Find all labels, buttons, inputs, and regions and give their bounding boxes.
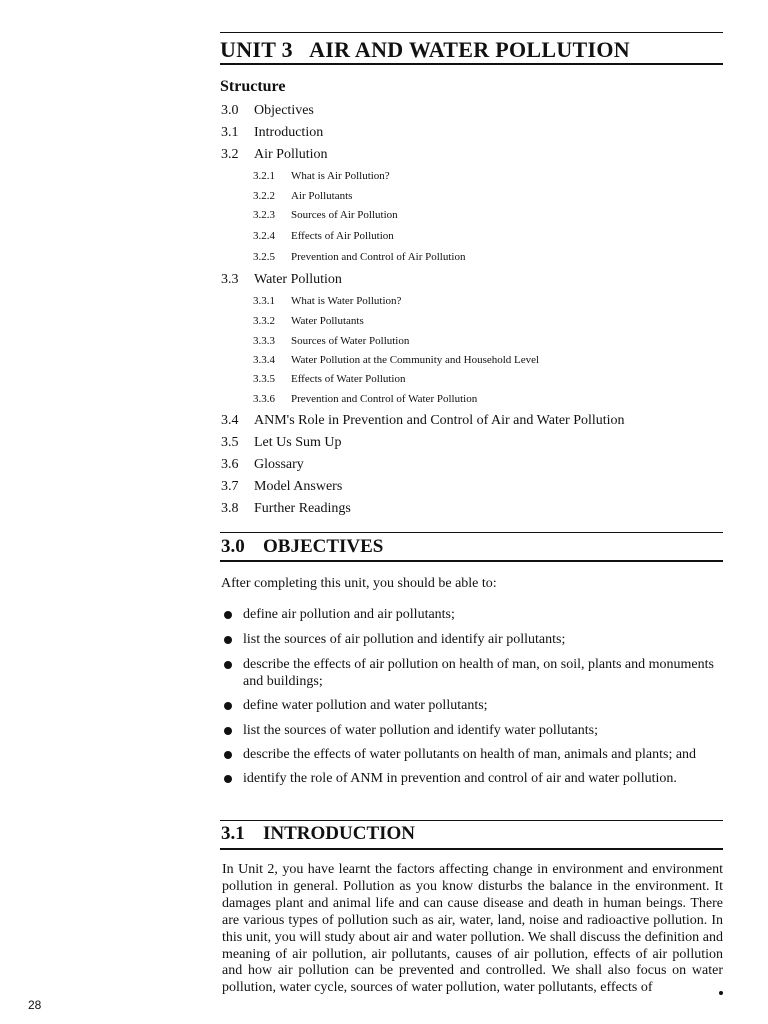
objectives-rule-top [220, 532, 723, 533]
toc-subitem: 3.3.6 Prevention and Control of Water Pollution [253, 393, 478, 405]
objectives-heading: 3.0 OBJECTIVES [221, 536, 384, 557]
objective-bullet: list the sources of air pollution and identify air pollutants; [221, 631, 723, 648]
bullet-icon [224, 727, 232, 735]
toc-item: 3.4 ANM's Role in Prevention and Control of Air and Water Pollution [221, 413, 625, 428]
introduction-rule-top [220, 820, 723, 821]
objective-bullet: list the sources of water pollution and identify water pollutants; [221, 722, 723, 739]
header-rule-bottom [220, 63, 723, 65]
toc-item: 3.1 Introduction [221, 125, 324, 140]
toc-subitem: 3.2.4 Effects of Air Pollution [253, 230, 394, 242]
toc-item: 3.5 Let Us Sum Up [221, 435, 342, 450]
toc-item: 3.0 Objectives [221, 103, 314, 118]
toc-subitem: 3.2.3 Sources of Air Pollution [253, 209, 398, 221]
toc-item: 3.8 Further Readings [221, 501, 351, 516]
toc-item: 3.7 Model Answers [221, 479, 343, 494]
scan-mark [719, 991, 723, 995]
introduction-paragraph: In Unit 2, you have learnt the factors affecting change in environment and environment pollution in general. Pollution as you know disturbs the balance in the environment. It damages plant and animal life and can cause disease and death in human beings. There are various types of pollution such as air, water, land, noise and radioactive pollution. In this unit, you will study about air and water pollution. We shall discuss the definition and meaning of air pollution, air pollutants, causes of air pollution, effects of air pollution and how air pollution can be prevented and controlled. We shall also focus on water pollution, water cycle, sources of water pollution, water pollutants, effects of [222, 862, 723, 996]
objectives-rule-bottom [220, 560, 723, 562]
bullet-icon [224, 775, 232, 783]
bullet-icon [224, 702, 232, 710]
toc-subitem: 3.3.2 Water Pollutants [253, 315, 364, 327]
toc-subitem: 3.2.5 Prevention and Control of Air Pollution [253, 251, 466, 263]
bullet-icon [224, 611, 232, 619]
toc-item: 3.2 Air Pollution [221, 147, 328, 162]
bullet-icon [224, 751, 232, 759]
bullet-icon [224, 636, 232, 644]
structure-heading: Structure [220, 78, 286, 95]
introduction-rule-bottom [220, 848, 723, 850]
objective-bullet: describe the effects of water pollutants on health of man, animals and plants; and [221, 746, 723, 763]
objective-bullet: define air pollution and air pollutants; [221, 606, 723, 623]
objectives-intro: After completing this unit, you should be able to: [221, 576, 497, 591]
introduction-heading: 3.1 INTRODUCTION [221, 823, 416, 844]
toc-subitem: 3.3.1 What is Water Pollution? [253, 295, 402, 307]
objective-bullet: identify the role of ANM in prevention and control of air and water pollution. [221, 770, 723, 787]
bullet-icon [224, 661, 232, 669]
toc-item: 3.3 Water Pollution [221, 272, 342, 287]
toc-subitem: 3.3.4 Water Pollution at the Community and Household Level [253, 354, 540, 366]
header-rule-top [220, 32, 723, 33]
unit-title: UNIT 3 AIR AND WATER POLLUTION [220, 37, 630, 62]
objective-bullet: describe the effects of air pollution on health of man, on soil, plants and monuments and buildings; [221, 656, 723, 690]
objective-bullet: define water pollution and water pollutants; [221, 697, 723, 714]
toc-subitem: 3.3.3 Sources of Water Pollution [253, 335, 410, 347]
toc-item: 3.6 Glossary [221, 457, 304, 472]
toc-subitem: 3.2.1 What is Air Pollution? [253, 170, 390, 182]
toc-subitem: 3.3.5 Effects of Water Pollution [253, 373, 406, 385]
page-number: 28 [28, 998, 42, 1012]
toc-subitem: 3.2.2 Air Pollutants [253, 190, 353, 202]
